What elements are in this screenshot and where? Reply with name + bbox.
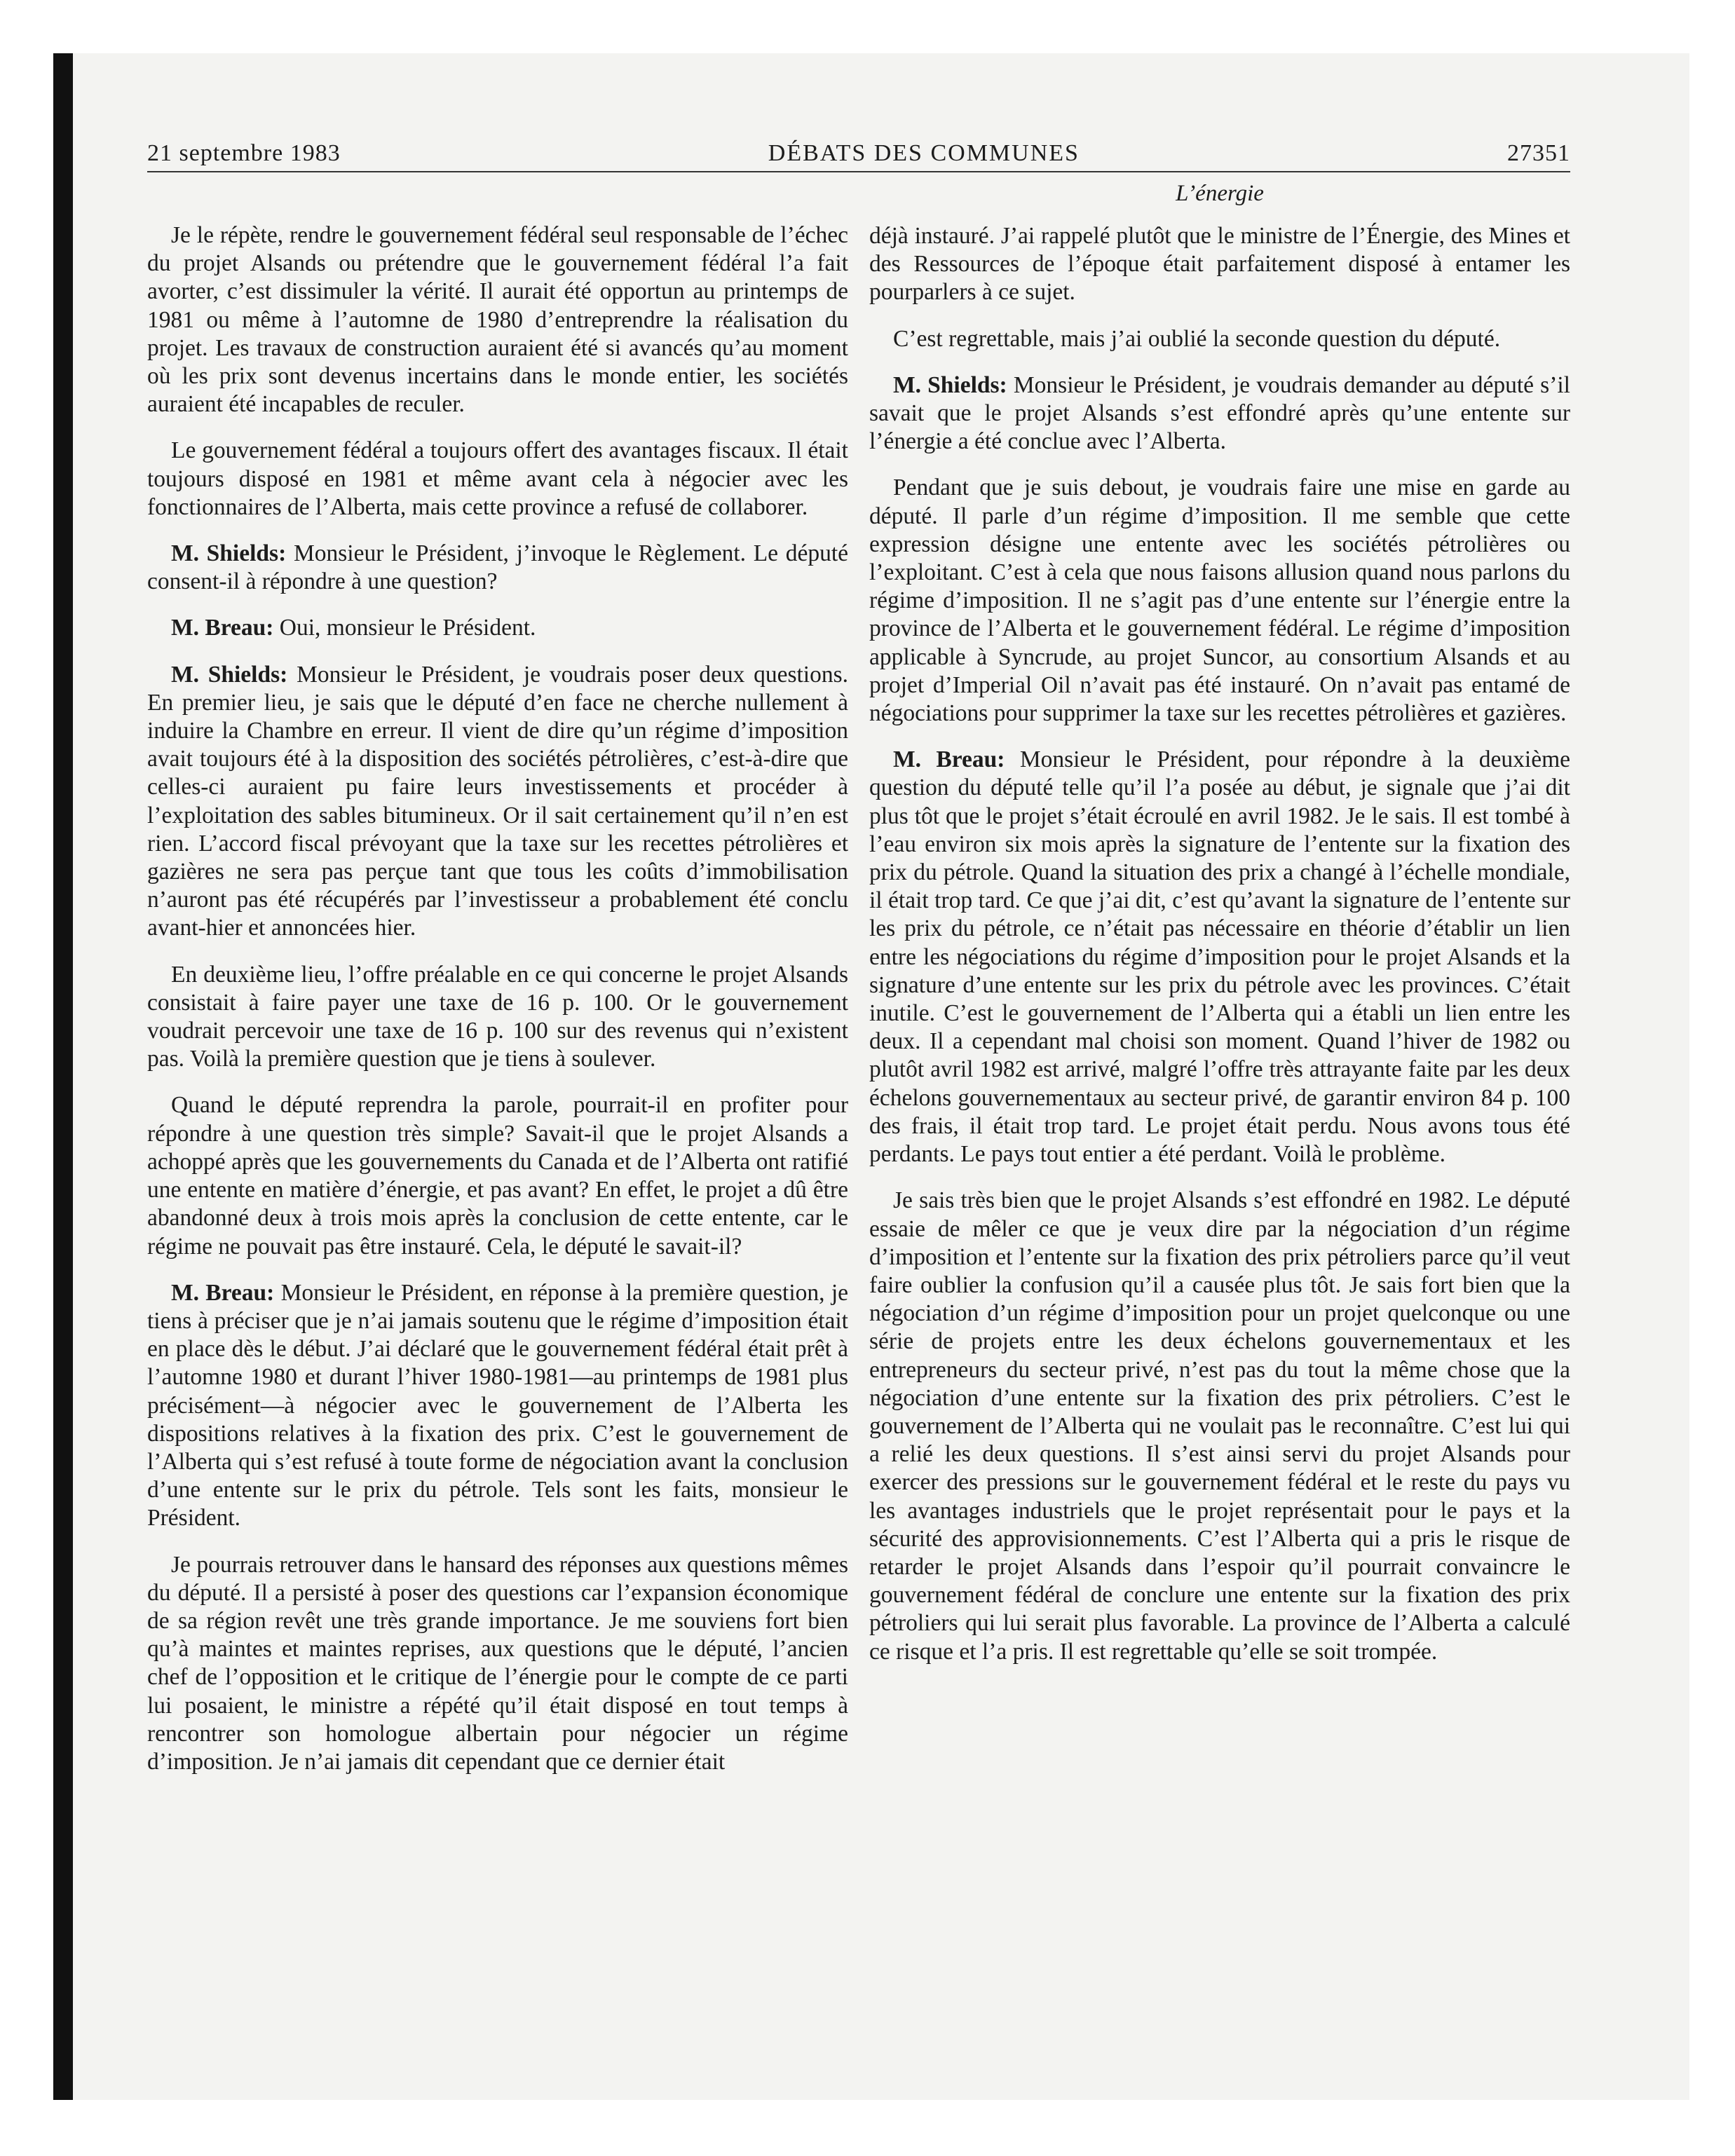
- paragraph: [147, 1279, 848, 1533]
- right-column-body: [869, 222, 1570, 1666]
- section-title: L’énergie: [1176, 181, 1264, 206]
- speaker-name: M. Shields:: [171, 540, 287, 567]
- hansard-page: [147, 140, 1570, 1794]
- paragraph: [147, 614, 848, 642]
- speaker-name: M. Breau:: [171, 1279, 275, 1306]
- text-columns: [147, 178, 1570, 1794]
- left-column: [147, 178, 848, 1794]
- right-column: [869, 178, 1570, 1794]
- paragraph: [869, 371, 1570, 456]
- paragraph-text: Quand le député reprendra la parole, pourrait-il en profiter pour répondre à une question très simple? Savait-il que le projet Alsands a achoppé après que les gouvernements du Canada et de l’Alberta ont ratifié une entente en matière d’énergie, et pas avant? En effet, le projet a dû être abandonné deux à trois mois après la conclusion de cette entente, car le régime ne pouvait pas être instauré. Cela, le député le savait-il?: [147, 1092, 848, 1260]
- paragraph: [869, 474, 1570, 728]
- paragraph: [147, 221, 848, 418]
- scan-edge-shadow: [53, 53, 73, 2100]
- speaker-name: M. Shields:: [171, 661, 288, 688]
- speaker-name: M. Breau:: [171, 615, 274, 641]
- header-publication: DÉBATS DES COMMUNES: [768, 140, 1080, 166]
- paragraph-text: Monsieur le Président, je voudrais demander au député s’il savait que le projet Alsands s’est effondré après qu’une entente sur l’énergie a été conclue avec l’Alberta.: [869, 371, 1570, 455]
- paragraph-text: Le gouvernement fédéral a toujours offert des avantages fiscaux. Il était toujours disposé en 1981 et même avant cela à négocier avec les fonctionnaires de l’Alberta, mais cette province a refusé de collaborer.: [147, 437, 848, 520]
- paragraph-text: déjà instauré. J’ai rappelé plutôt que le ministre de l’Énergie, des Mines et des Ressources de l’époque était parfaitement disposé à entamer les pourparlers à ce sujet.: [869, 223, 1570, 306]
- paragraph: [147, 1091, 848, 1260]
- paragraph: [147, 961, 848, 1074]
- page-header: [147, 140, 1570, 172]
- header-page-number: 27351: [1507, 140, 1570, 166]
- paragraph: [147, 1551, 848, 1777]
- paragraph-text: Monsieur le Président, pour répondre à la deuxième question du député telle qu’il l’a posée au début, je signale que j’ai dit plus tôt que le projet s’était écroulé en avril 1982. Je le sais. Il est tombé à l’eau environ six mois après la signature de l’entente sur la fixation des prix du pétrole. Quand la situation des prix a changé à l’échelle mondiale, il était trop tard. Ce que j’ai dit, c’est qu’avant la signature de l’entente sur les prix du pétrole, ce n’était pas nécessaire en théorie d’établir un lien entre les négociations du régime d’imposition pour le projet Alsands et la signature d’une entente sur les prix du pétrole avec les provinces. C’était inutile. C’est le gouvernement de l’Alberta qui a établi un lien entre les deux. Il a cependant mal choisi son moment. Quand l’hiver de 1982 ou plutôt avril 1982 est arrivé, malgré l’offre très attrayante faite par les deux échelons gouvernementaux au secteur privé, de garantir environ 84 p. 100 des frais, il était trop tard. Le projet était perdu. Nous avons tous été perdants. Le pays tout entier a été perdant. Voilà le problème.: [869, 746, 1571, 1168]
- paragraph-text: Je le répète, rendre le gouvernement fédéral seul responsable de l’échec du projet Alsands ou prétendre que le gouvernement fédéral l’a fait avorter, c’est dissimuler la vérité. Il aurait été opportun au printemps de 1981 ou même à l’automne de 1980 d’entreprendre la réalisation du projet. Les travaux de construction auraient été si avancés qu’au moment où les prix sont devenus incertains dans le monde entier, les sociétés auraient été incapables de reculer.: [147, 222, 848, 418]
- speaker-name: M. Breau:: [893, 746, 1005, 773]
- paragraph-text: Je sais très bien que le projet Alsands s’est effondré en 1982. Le député essaie de mêler ce que je veux dire par la négociation d’un régime d’imposition et l’entente sur la fixation des prix pétroliers parce qu’il veut faire oublier la confusion qu’il a causée plus tôt. Je sais fort bien que la négociation d’un régime d’imposition pour un projet quelconque ou une série de projets entre les deux échelons gouvernementaux et les entrepreneurs du secteur privé, n’est pas du tout la même chose que la négociation d’une entente sur la fixation des prix pétroliers. C’est le gouvernement de l’Alberta qui ne voulait pas le reconnaître. C’est lui qui a relié les deux questions. Il s’est ainsi servi du projet Alsands pour exercer des pressions sur le gouvernement fédéral et le reste du pays vu les avantages industriels que le projet représentait pour le pays et la sécurité des approvisionnements. C’est l’Alberta qui a pris le risque de retarder le projet Alsands dans l’espoir qu’il pourrait convaincre le gouvernement fédéral de conclure une entente sur la fixation des prix pétroliers qui lui serait plus favorable. La province de l’Alberta a calculé ce risque et l’a pris. Il est regrettable qu’elle se soit trompée.: [869, 1187, 1570, 1665]
- paragraph-text: Je pourrais retrouver dans le hansard des réponses aux questions mêmes du député. Il a persisté à poser des questions car l’expansion économique de sa région revêt une très grande importance. Je me souviens fort bien qu’à maintes et maintes reprises, aux questions que le député, l’ancien chef de l’opposition et le critique de l’énergie pour le compte de ce parti lui posaient, le ministre a répété qu’il était disposé en tout temps à rencontrer son homologue albertain pour négocier un régime d’imposition. Je n’ai jamais dit cependant que ce dernier était: [147, 1551, 848, 1775]
- paragraph: [869, 222, 1570, 307]
- paragraph-text: C’est regrettable, mais j’ai oublié la seconde question du député.: [893, 325, 1501, 352]
- paragraph-text: Pendant que je suis debout, je voudrais faire une mise en garde au député. Il parle d’un régime d’imposition. Il me semble que cette expression désigne une entente avec les sociétés pétrolières ou l’exploitant. C’est à cela que nous faisons allusion quand nous parlons du régime d’imposition. Il ne s’agit pas d’une entente sur l’énergie entre la province de l’Alberta et le gouvernement fédéral. Le régime d’imposition applicable à Syncrude, au projet Suncor, au consortium Alsands et au projet d’Imperial Oil n’avait pas été instauré. On n’avait pas entamé de négociations pour supprimer la taxe sur les recettes pétrolières et gazières.: [869, 475, 1570, 727]
- header-date: 21 septembre 1983: [147, 140, 341, 166]
- paragraph: [869, 746, 1570, 1168]
- paragraph: [147, 661, 848, 943]
- paragraph-text: Monsieur le Président, je voudrais poser deux questions. En premier lieu, je sais que le député d’en face ne cherche nullement à induire la Chambre en erreur. Il vient de dire qu’un régime d’imposition avait toujours été à la disposition des sociétés pétrolières, c’est-à-dire que celles-ci auraient pu faire leurs investissements et procéder à l’exploitation des sables bitumineux. Or il sait certainement qu’il n’en est rien. L’accord fiscal prévoyant que la taxe sur les recettes pétrolières et gazières ne sera pas perçue tant que tous les coûts d’immobilisation n’auront pas été récupérés par l’investisseur a probablement été conclu avant-hier et annoncées hier.: [147, 661, 849, 941]
- paragraph-text: Monsieur le Président, j’invoque le Règlement. Le député consent-il à répondre à une question?: [147, 540, 849, 595]
- paragraph: [869, 325, 1570, 353]
- speaker-name: M. Shields:: [893, 371, 1007, 398]
- paragraph: [147, 540, 848, 596]
- paragraph: [147, 437, 848, 521]
- paragraph-text: Monsieur le Président, en réponse à la première question, je tiens à préciser que je n’ai jamais soutenu que le régime d’imposition était en place dès le début. J’ai déclaré que le gouvernement fédéral était prêt à l’automne 1980 et durant l’hiver 1980-1981—au printemps de 1981 plus précisément—à négocier avec le gouvernement de l’Alberta les dispositions relatives à la fixation des prix. C’est le gouvernement de l’Alberta qui s’est refusé à toute forme de négociation avant la conclusion d’une entente sur le prix du pétrole. Tels sont les faits, monsieur le Président.: [147, 1279, 848, 1531]
- paragraph-text: Oui, monsieur le Président.: [279, 615, 536, 641]
- paragraph-text: En deuxième lieu, l’offre préalable en ce qui concerne le projet Alsands consistait à faire payer une taxe de 16 p. 100. Or le gouvernement voudrait percevoir une taxe de 16 p. 100 sur des revenus qui n’existent pas. Voilà la première question que je tiens à soulever.: [147, 961, 848, 1072]
- paragraph: [869, 1187, 1570, 1665]
